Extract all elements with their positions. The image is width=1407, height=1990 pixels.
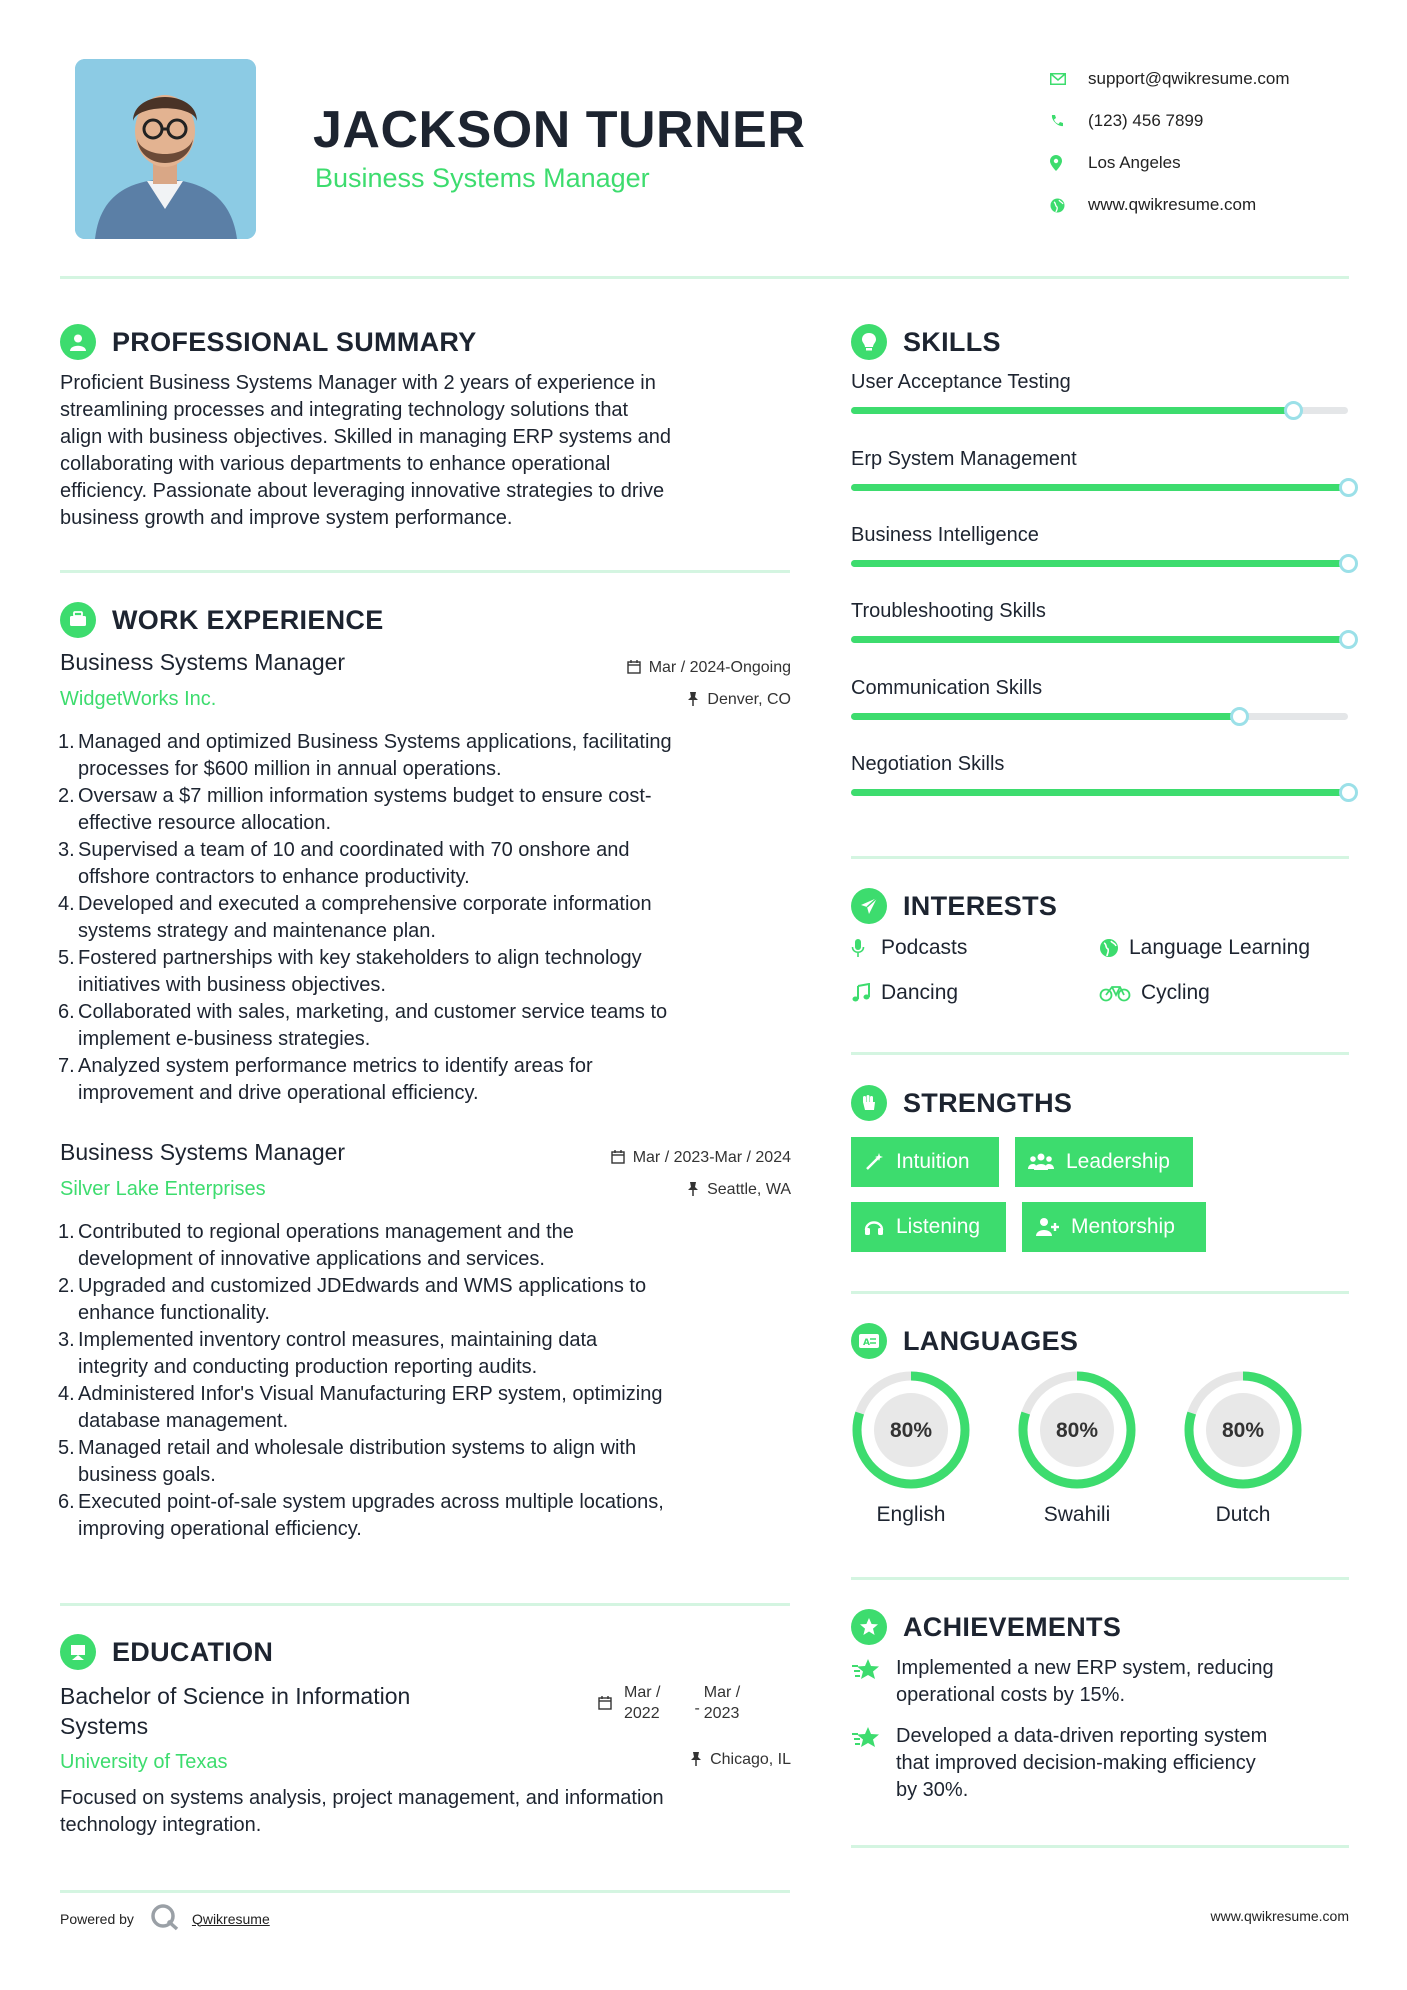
graduation-icon: [60, 1634, 96, 1670]
strength-label: Intuition: [896, 1150, 970, 1173]
user-plus-icon: [1035, 1217, 1059, 1237]
list-item: [60, 891, 800, 945]
duty-line: Managed and optimized Business Systems applications, facilitating: [78, 731, 672, 753]
powered-by-label: Powered by: [60, 1910, 134, 1927]
duty-line: Oversaw a $7 million information systems budget to ensure cost-: [78, 785, 652, 807]
duty-line: initiatives with business objectives.: [78, 974, 386, 996]
duty-line: Administered Infor's Visual Manufacturing ERP system, optimizing: [78, 1383, 663, 1405]
duty-line: implement e-business strategies.: [78, 1028, 371, 1050]
job-title: Business Systems Manager: [60, 1139, 346, 1165]
language-name: Swahili: [1043, 1503, 1111, 1526]
list-item: [60, 1381, 800, 1435]
interests-title: INTERESTS: [903, 890, 1058, 921]
job-title: Business Systems Manager: [60, 649, 346, 675]
job-location-text: Seattle, WA: [707, 1181, 791, 1198]
interest-item: [851, 981, 958, 1005]
languages-title: LANGUAGES: [903, 1325, 1079, 1356]
languages-heading: [851, 1323, 1078, 1359]
list-number: 3.: [58, 1329, 75, 1351]
list-item: [60, 1327, 800, 1381]
contact-website[interactable]: [1050, 184, 1290, 226]
skill-item: [851, 524, 1351, 567]
job-date: [500, 659, 791, 677]
interest-label: Cycling: [1141, 981, 1210, 1004]
summary-line: efficiency. Passionate about leveraging innovative strategies to drive: [60, 480, 665, 502]
skill-bar-track: [851, 713, 1348, 720]
contact-website-text: www.qwikresume.com: [1088, 195, 1257, 214]
list-number: 6.: [58, 1491, 75, 1513]
job-location-text: Denver, CO: [707, 691, 791, 708]
list-number: 6.: [58, 1001, 75, 1023]
globe-icon: [1050, 198, 1088, 213]
degree-line: Systems: [60, 1713, 149, 1739]
skill-bar-fill: [851, 713, 1239, 720]
duty-line: processes for $600 million in annual operations.: [78, 758, 502, 780]
language-ring: [850, 1369, 972, 1491]
language-ring: [1016, 1369, 1138, 1491]
language-percent: 80%: [1221, 1419, 1265, 1442]
education-date: [598, 1682, 740, 1724]
star-icon: [851, 1655, 896, 1709]
skill-item: [851, 677, 1351, 720]
skill-bar-track: [851, 789, 1348, 796]
education-date-start: [624, 1682, 660, 1724]
skill-name: User Acceptance Testing: [851, 371, 1071, 393]
skill-item: [851, 600, 1351, 643]
contact-email-text: support@qwikresume.com: [1088, 69, 1290, 88]
education-location-text: Chicago, IL: [710, 1751, 791, 1768]
skill-bar-knob: [1339, 554, 1358, 573]
date-part: 2023: [703, 1705, 740, 1722]
list-item: [60, 945, 800, 999]
summary-line: business growth and improve system performance.: [60, 507, 513, 529]
qwikresume-logo-icon: [150, 1903, 180, 1934]
skill-bar-track: [851, 407, 1348, 414]
interests-divider: [851, 1052, 1349, 1055]
list-item: [60, 783, 800, 837]
duty-line: Analyzed system performance metrics to identify areas for: [78, 1055, 593, 1077]
contact-phone-text: (123) 456 7899: [1088, 111, 1204, 130]
skills-heading: [851, 324, 1001, 360]
phone-icon: [1050, 114, 1088, 128]
skill-bar-track: [851, 560, 1348, 567]
list-number: 4.: [58, 1383, 75, 1405]
job-duties: [60, 729, 800, 1107]
list-number: 1.: [58, 1221, 75, 1243]
skill-bar-fill: [851, 560, 1348, 567]
skills-title: SKILLS: [903, 326, 1001, 357]
language-percent: 80%: [1055, 1419, 1099, 1442]
skill-bar-fill: [851, 789, 1348, 796]
language-card-icon: [851, 1323, 887, 1359]
headphones-icon: [864, 1217, 884, 1237]
contact-email[interactable]: [1050, 58, 1290, 100]
strengths-divider: [851, 1291, 1349, 1294]
strength-label: Mentorship: [1071, 1215, 1175, 1238]
work-title: WORK EXPERIENCE: [112, 604, 384, 635]
summary-heading: [60, 324, 477, 360]
location-pin-icon: [1050, 155, 1088, 171]
summary-line: Proficient Business Systems Manager with 2 years of experience in: [60, 372, 656, 394]
contact-location: [1050, 142, 1290, 184]
skill-item: [851, 371, 1351, 414]
language-name: Dutch: [1215, 1503, 1271, 1526]
achievement-text: [896, 1723, 1346, 1804]
duty-line: improving operational efficiency.: [78, 1518, 362, 1540]
list-item: [60, 1435, 800, 1489]
summary-line: align with business objectives. Skilled in managing ERP systems and: [60, 426, 672, 448]
summary-line: streamlining processes and integrating technology solutions that: [60, 399, 629, 421]
job-duties: [60, 1219, 800, 1543]
skill-item: [851, 448, 1351, 491]
duty-line: business goals.: [78, 1464, 216, 1486]
contact-phone[interactable]: [1050, 100, 1290, 142]
duty-line: Upgraded and customized JDEdwards and WMS applications to: [78, 1275, 647, 1297]
list-number: 3.: [58, 839, 75, 861]
achievements-title: ACHIEVEMENTS: [903, 1611, 1122, 1642]
skill-name: Erp System Management: [851, 448, 1077, 470]
language-name: English: [876, 1503, 946, 1526]
skill-bar-fill: [851, 484, 1348, 491]
strengths-heading: [851, 1085, 1072, 1121]
interest-item: [851, 936, 967, 960]
achievements-divider: [851, 1845, 1349, 1848]
date-part: Mar /: [703, 1684, 741, 1701]
contact-location-text: Los Angeles: [1088, 153, 1181, 172]
candidate-name: JACKSON TURNER: [313, 101, 806, 159]
strength-badge: [851, 1137, 999, 1187]
skill-bar-knob: [1339, 478, 1358, 497]
interests-heading: [851, 888, 1057, 924]
language-item: [1181, 1369, 1305, 1527]
star-badge-icon: [851, 1609, 887, 1645]
skill-bar-knob: [1284, 401, 1303, 420]
interest-label: Dancing: [881, 981, 959, 1004]
skill-name: Troubleshooting Skills: [851, 600, 1046, 622]
duty-line: improvement and drive operational efficiency.: [78, 1082, 479, 1104]
education-location: [500, 1751, 791, 1769]
achievement-item: [851, 1655, 1346, 1709]
user-icon: [60, 324, 96, 360]
list-number: 2.: [58, 785, 75, 807]
skill-name: Business Intelligence: [851, 524, 1039, 546]
education-date-end: [704, 1682, 740, 1724]
list-item: [60, 1053, 800, 1107]
achievement-line: by 30%.: [896, 1779, 969, 1801]
duty-line: offshore contractors to enhance productivity.: [78, 866, 470, 888]
fist-icon: [851, 1085, 887, 1121]
footer-website[interactable]: www.qwikresume.com: [1210, 1908, 1349, 1924]
language-percent: 80%: [889, 1419, 933, 1442]
achievement-item: [851, 1723, 1346, 1804]
duty-line: Executed point-of-sale system upgrades across multiple locations,: [78, 1491, 664, 1513]
duty-line: integrity and conducting production reporting audits.: [78, 1356, 538, 1378]
briefcase-icon: [60, 602, 96, 638]
microphone-icon: [851, 938, 881, 958]
summary-line: collaborating with various departments to enhance operational: [60, 453, 611, 475]
music-note-icon: [851, 983, 881, 1003]
job-date-text: Mar / 2023-Mar / 2024: [632, 1149, 791, 1166]
duty-line: database management.: [78, 1410, 289, 1432]
duty-line: development of innovative applications and services.: [78, 1248, 545, 1270]
summary-divider: [60, 570, 790, 573]
list-number: 7.: [58, 1055, 75, 1077]
duty-line: Supervised a team of 10 and coordinated with 70 onshore and: [78, 839, 630, 861]
calendar-icon: [627, 660, 641, 677]
interest-item: [1099, 936, 1310, 960]
job-company: Silver Lake Enterprises: [60, 1178, 266, 1200]
magic-wand-icon: [864, 1152, 884, 1172]
pushpin-icon: [687, 692, 699, 709]
powered-by: [60, 1903, 270, 1934]
calendar-icon: [598, 1696, 612, 1710]
skill-name: Negotiation Skills: [851, 753, 1005, 775]
interest-label: Language Learning: [1129, 936, 1311, 959]
header-divider: [60, 276, 1349, 279]
duty-line: Fostered partnerships with key stakeholders to align technology: [78, 947, 642, 969]
date-separator: -: [694, 1699, 700, 1717]
strength-badge: [1015, 1137, 1193, 1187]
summary-title: PROFESSIONAL SUMMARY: [112, 326, 477, 357]
contact-list: [1050, 58, 1290, 226]
qwikresume-link[interactable]: Qwikresume: [191, 1910, 270, 1927]
list-item: [60, 729, 800, 783]
star-icon: [851, 1723, 896, 1804]
list-item: [60, 1219, 800, 1273]
language-item: [849, 1369, 973, 1527]
education-heading: [60, 1634, 273, 1670]
skill-item: [851, 753, 1351, 796]
skill-bar-fill: [851, 636, 1348, 643]
interest-item: [1099, 981, 1210, 1005]
job-location: [500, 1181, 791, 1199]
job-location: [500, 691, 791, 709]
calendar-icon: [611, 1150, 625, 1167]
lightbulb-icon: [851, 324, 887, 360]
achievement-line: operational costs by 15%.: [896, 1684, 1126, 1706]
list-number: 1.: [58, 731, 75, 753]
globe-icon: [1099, 938, 1129, 958]
job-date: [500, 1149, 791, 1167]
strength-badge: [1022, 1202, 1206, 1252]
profile-photo: [75, 59, 256, 239]
skill-bar-knob: [1230, 707, 1249, 726]
skill-bar-track: [851, 636, 1348, 643]
duty-line: Contributed to regional operations management and the: [78, 1221, 574, 1243]
list-item: [60, 999, 800, 1053]
achievement-text: [896, 1655, 1346, 1709]
achievement-line: Developed a data-driven reporting system: [896, 1725, 1268, 1747]
achievement-line: Implemented a new ERP system, reducing: [896, 1657, 1274, 1679]
strengths-title: STRENGTHS: [903, 1087, 1073, 1118]
work-divider: [60, 1603, 790, 1606]
education-divider: [60, 1890, 790, 1893]
paper-plane-icon: [851, 888, 887, 924]
envelope-icon: [1050, 73, 1088, 85]
language-item: [1015, 1369, 1139, 1527]
achievement-line: that improved decision-making efficiency: [896, 1752, 1256, 1774]
strength-badge: [851, 1202, 1006, 1252]
list-item: [60, 1489, 800, 1543]
list-item: [60, 837, 800, 891]
degree-line: Bachelor of Science in Information: [60, 1683, 411, 1709]
education-title: EDUCATION: [112, 1636, 274, 1667]
duty-line: Developed and executed a comprehensive corporate information: [78, 893, 652, 915]
degree-title: [60, 1681, 410, 1741]
date-part: 2022: [624, 1705, 660, 1722]
svg-text:A: A: [863, 1338, 870, 1348]
list-number: 5.: [58, 1437, 75, 1459]
list-number: 4.: [58, 893, 75, 915]
achievements-heading: [851, 1609, 1121, 1645]
skill-bar-track: [851, 484, 1348, 491]
interest-label: Podcasts: [881, 936, 968, 959]
education-line: technology integration.: [60, 1814, 262, 1836]
users-icon: [1028, 1152, 1054, 1172]
bicycle-icon: [1099, 984, 1141, 1002]
duty-line: systems strategy and maintenance plan.: [78, 920, 436, 942]
strength-label: Listening: [896, 1215, 981, 1238]
duty-line: Managed retail and wholesale distribution systems to align with: [78, 1437, 637, 1459]
pushpin-icon: [690, 1752, 702, 1769]
date-part: Mar /: [624, 1684, 661, 1701]
list-number: 2.: [58, 1275, 75, 1297]
duty-line: enhance functionality.: [78, 1302, 270, 1324]
skill-name: Communication Skills: [851, 677, 1043, 699]
languages-divider: [851, 1577, 1349, 1580]
job-date-text: Mar / 2024-Ongoing: [648, 659, 791, 676]
language-ring: [1182, 1369, 1304, 1491]
duty-line: Implemented inventory control measures, maintaining data: [78, 1329, 598, 1351]
skill-bar-knob: [1339, 630, 1358, 649]
list-number: 5.: [58, 947, 75, 969]
list-item: [60, 1273, 800, 1327]
strength-label: Leadership: [1066, 1150, 1170, 1173]
skill-bar-knob: [1339, 783, 1358, 802]
education-description: [60, 1785, 800, 1839]
pushpin-icon: [687, 1182, 699, 1199]
school-name: University of Texas: [60, 1751, 228, 1773]
candidate-role: Business Systems Manager: [315, 163, 650, 193]
skills-divider: [851, 856, 1349, 859]
education-line: Focused on systems analysis, project management, and information: [60, 1787, 664, 1809]
skill-bar-fill: [851, 407, 1293, 414]
duty-line: Collaborated with sales, marketing, and customer service teams to: [78, 1001, 668, 1023]
summary-text: [60, 370, 800, 532]
work-heading: [60, 602, 384, 638]
duty-line: effective resource allocation.: [78, 812, 332, 834]
job-company: WidgetWorks Inc.: [60, 688, 217, 710]
